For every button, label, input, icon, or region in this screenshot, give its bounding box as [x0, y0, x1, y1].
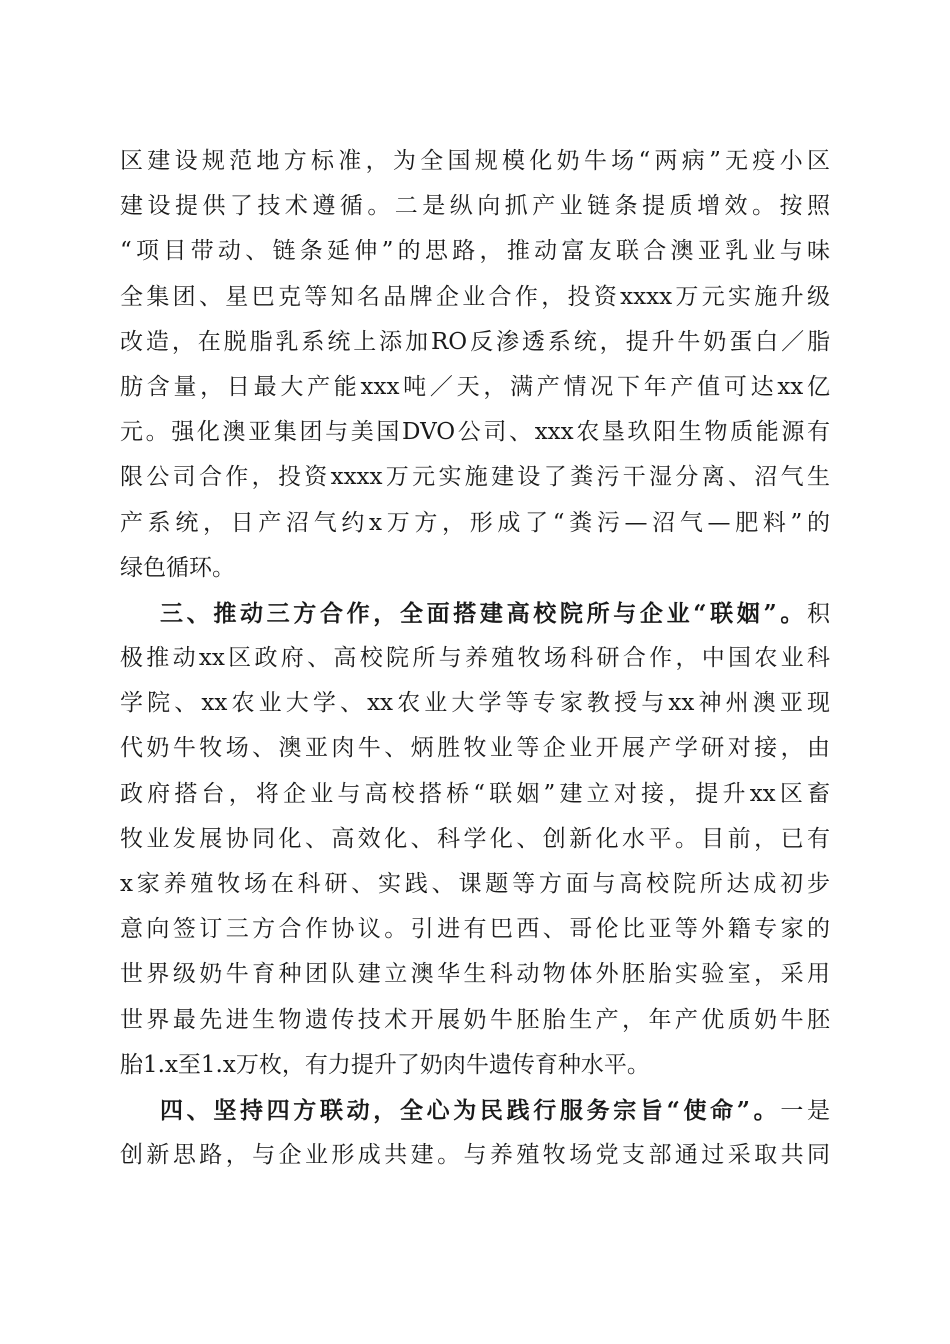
paragraph-first-line: [120, 591, 830, 636]
paragraph-2: [120, 591, 830, 1088]
paragraph-first-line: [120, 1088, 830, 1133]
paragraph-line: 限公司合作，投资xxxx万元实施建设了粪污干湿分离、沼气生: [120, 464, 830, 491]
paragraph-line: 全集团、星巴克等知名品牌企业合作，投资xxxx万元实施升级: [120, 283, 830, 310]
paragraph-line: 意向签订三方合作协议。引进有巴西、哥伦比亚等外籍专家的: [120, 916, 830, 943]
paragraph-text: 积: [807, 600, 830, 627]
paragraph-line: 建设提供了技术遵循。二是纵向抓产业链条提质增效。按照: [120, 193, 830, 220]
paragraph-line: 代奶牛牧场、澳亚肉牛、炳胜牧业等企业开展产学研对接，由: [120, 735, 830, 762]
paragraph-line: 创新思路，与企业形成共建。与养殖牧场党支部通过采取共同: [120, 1142, 830, 1169]
paragraph-line: 区建设规范地方标准，为全国规模化奶牛场“两病”无疫小区: [120, 148, 830, 174]
document-body: [120, 139, 830, 1178]
paragraph-line: 肪含量，日最大产能xxx吨／天，满产情况下年产值可达xx亿: [120, 373, 830, 400]
paragraph-line: 世界最先进生物遗传技术开展奶牛胚胎生产，年产优质奶牛胚: [120, 1006, 830, 1033]
paragraph-line: 政府搭台，将企业与高校搭桥“联姻”建立对接，提升xx区畜: [120, 780, 830, 807]
paragraph-line: 产系统，日产沼气约x万方，形成了“粪污—沼气—肥料”的: [120, 509, 830, 536]
paragraph-text: 一是: [780, 1097, 830, 1124]
paragraph-line: 绿色循环。: [120, 554, 235, 581]
paragraph-3: [120, 1088, 830, 1178]
paragraph-line: 学院、xx农业大学、xx农业大学等专家教授与xx神州澳亚现: [120, 690, 830, 717]
section-heading: 四、坚持四方联动，全心为民践行服务宗旨“使命”。: [160, 1096, 781, 1124]
section-heading: 三、推动三方合作，全面搭建高校院所与企业“联姻”。: [160, 599, 807, 627]
paragraph-1: [120, 139, 830, 591]
paragraph-line: “项目带动、链条延伸”的思路，推动富友联合澳亚乳业与味: [120, 238, 830, 265]
paragraph-line: 胎1.x至1.x万枚，有力提升了奶肉牛遗传育种水平。: [120, 1051, 650, 1078]
paragraph-line: 牧业发展协同化、高效化、科学化、创新化水平。目前，已有: [120, 825, 830, 852]
paragraph-line: 元。强化澳亚集团与美国DVO公司、xxx农垦玖阳生物质能源有: [120, 419, 830, 446]
paragraph-line: 改造，在脱脂乳系统上添加RO反渗透系统，提升牛奶蛋白／脂: [120, 328, 830, 355]
paragraph-line: x家养殖牧场在科研、实践、课题等方面与高校院所达成初步: [120, 871, 830, 897]
paragraph-line: 世界级奶牛育种团队建立澳华生科动物体外胚胎实验室，采用: [120, 961, 830, 988]
paragraph-line: 极推动xx区政府、高校院所与养殖牧场科研合作，中国农业科: [120, 645, 830, 672]
